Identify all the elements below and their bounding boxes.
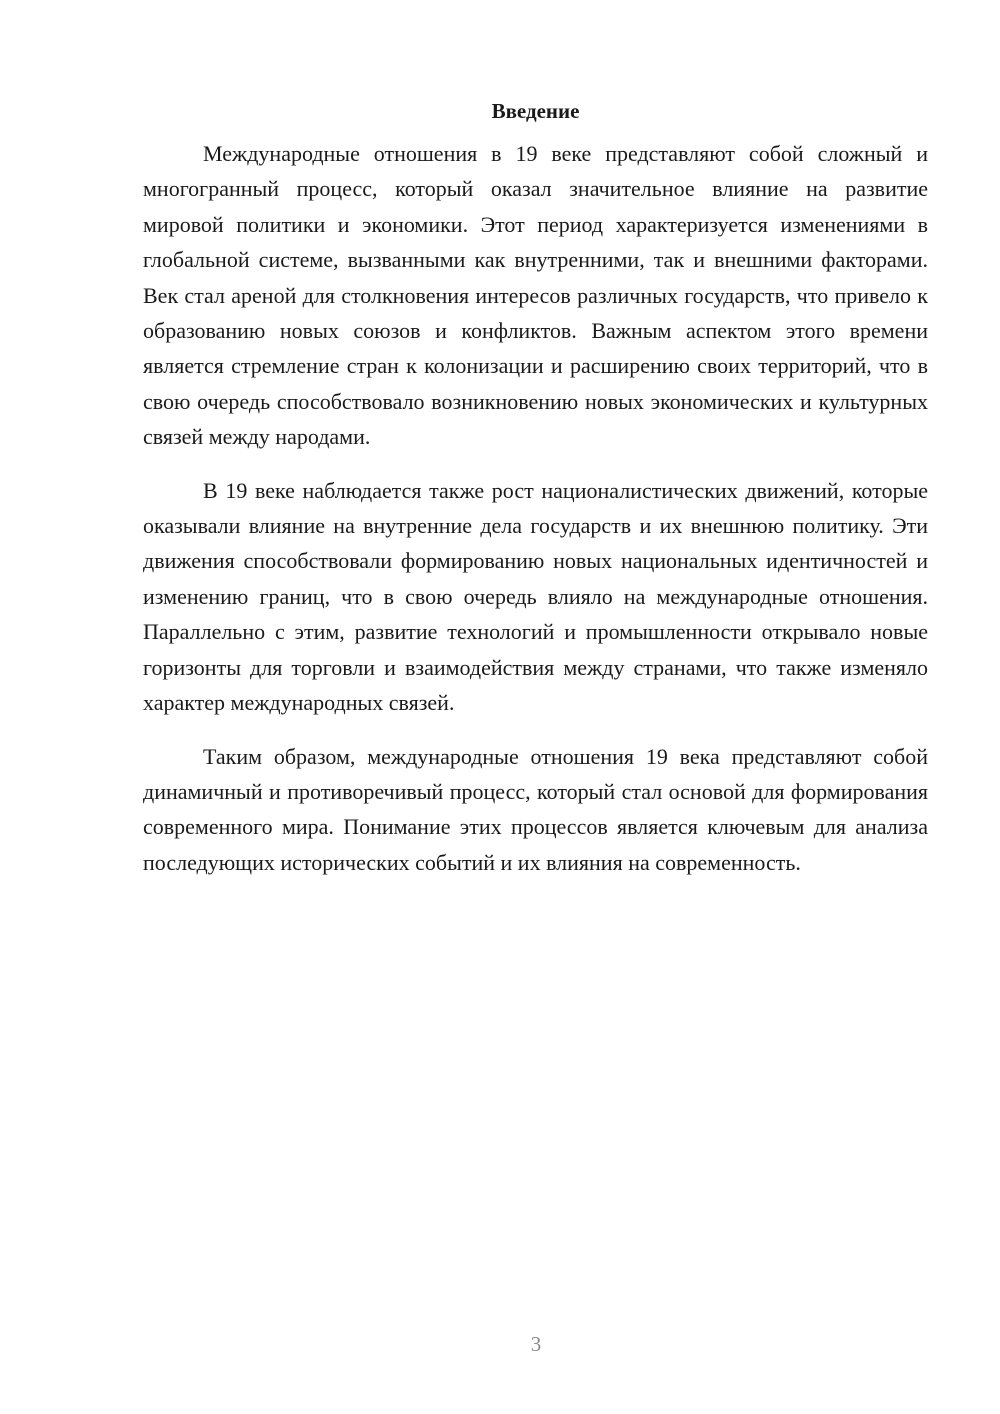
page-number: 3: [530, 1332, 542, 1356]
paragraph-1: Международные отношения в 19 веке представляют собой сложный и многогранный процесс, который оказал значительное влияние на развитие мировой политики и экономики. Этот период характеризуется изменениями в глобальной системе, вызванными как внутренними, так и внешними факторами. Век стал ареной для столкновения интересов различных государств, что привело к образованию новых союзов и конфликтов. Важным аспектом этого времени является стремление стран к колонизации и расширению своих территорий, что в свою очередь способствовало возникновению новых экономических и культурных связей между народами.: [143, 141, 928, 450]
paragraph-3: Таким образом, международные отношения 19 века представляют собой динамичный и противоречивый процесс, который стал основой для формирования современного мира. Понимание этих процессов является ключевым для анализа последующих исторических событий и их влияния на современность.: [143, 743, 928, 875]
paragraph-2: В 19 веке наблюдается также рост националистических движений, которые оказывали влияние на внутренние дела государств и их внешнюю политику. Эти движения способствовали формированию новых национальных идентичностей и изменению границ, что в свою очередь влияло на международные отношения. Параллельно с этим, развитие технологий и промышленности открывало новые горизонты для торговли и взаимодействия между странами, что также изменяло характер международных связей.: [143, 477, 928, 716]
page-content: [143, 96, 928, 880]
section-heading: Введение: [491, 99, 580, 123]
